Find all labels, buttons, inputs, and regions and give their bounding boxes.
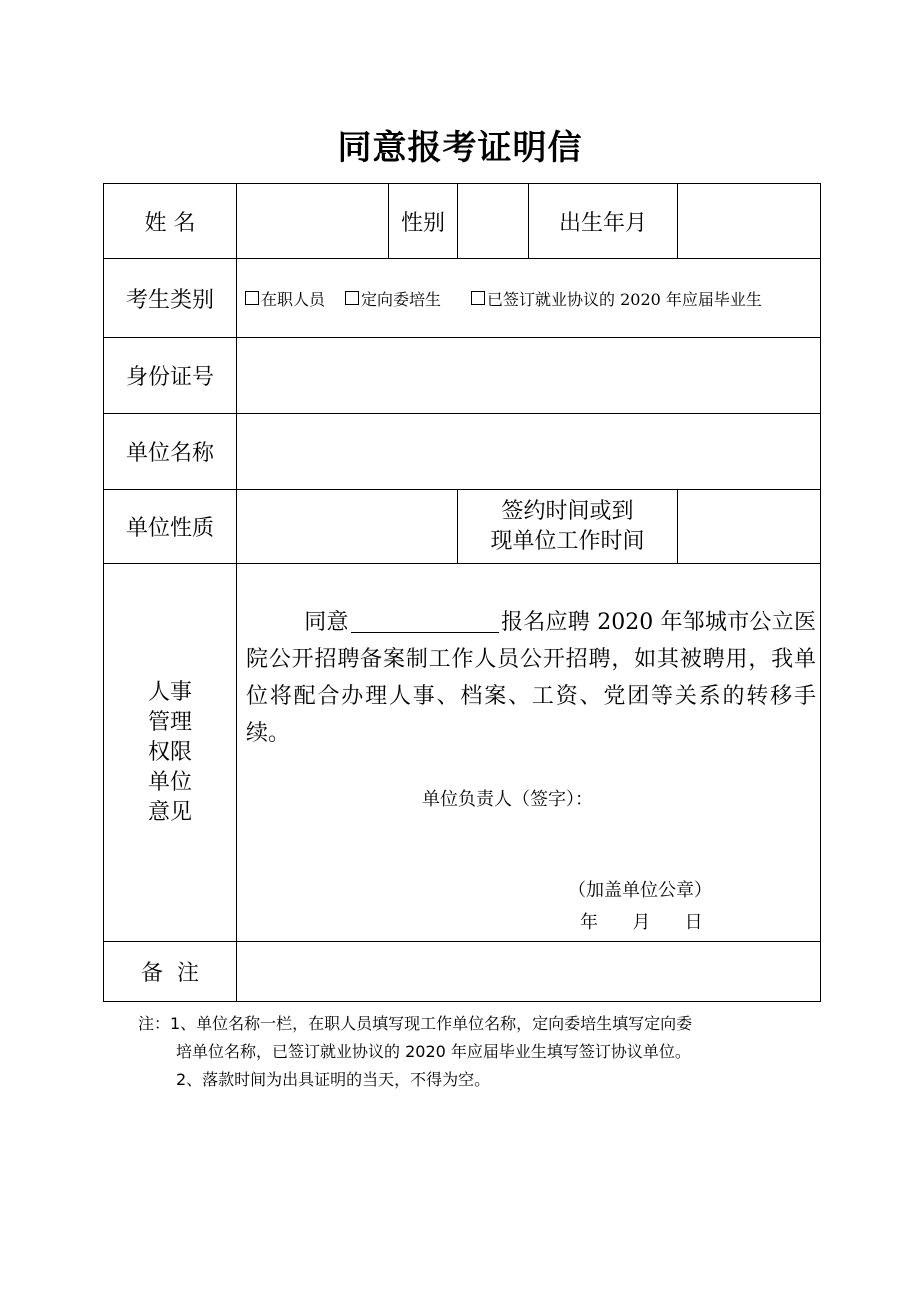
category-options: [245, 259, 820, 337]
date-line: 年 月 日: [580, 912, 703, 933]
seal-line: （加盖单位公章）: [568, 880, 712, 901]
sign-time-field[interactable]: [678, 490, 820, 563]
birth-label: 出生年月: [558, 210, 647, 236]
note-line-3: 2、落款时间为出具证明的当天，不得为空。: [176, 1070, 491, 1089]
footnotes: [138, 1010, 798, 1094]
name-label: 姓 名: [144, 210, 196, 236]
gender-label: 性别: [400, 210, 445, 236]
signer-line: 单位负责人（签字）：: [422, 789, 593, 810]
consent-paragraph: 同意 报名应聘 2020 年邹城市公立医院公开招聘备案制工作人员公开招聘，如其被聘用，我单位将配合办理人事、档案、工资、党团等关系的转移手续。: [246, 610, 816, 746]
birth-field[interactable]: [678, 184, 820, 258]
gender-field[interactable]: [458, 184, 528, 258]
checkbox-icon: [471, 291, 485, 305]
unit-name-field[interactable]: [237, 414, 820, 489]
remarks-label: 备 注: [141, 961, 199, 986]
remarks-field[interactable]: [237, 942, 820, 1001]
candidate-name-blank[interactable]: [351, 610, 499, 633]
document-title: 同意报考证明信: [337, 128, 583, 168]
id-number-label: 身份证号: [125, 365, 214, 390]
unit-nature-label: 单位性质: [125, 516, 214, 541]
category-option-commissioned[interactable]: 定向委培生: [345, 287, 441, 310]
sign-time-label: 签约时间或到 现单位工作时间: [490, 498, 645, 554]
checkbox-icon: [345, 291, 359, 305]
category-option-employed[interactable]: 在职人员: [245, 287, 325, 310]
checkbox-icon: [245, 291, 259, 305]
note-line-1: 注：1、单位名称一栏，在职人员填写现工作单位名称，定向委培生填写定向委: [138, 1014, 693, 1033]
opinion-label: 人事 管理 权限 单位 意见: [147, 679, 192, 825]
category-label: 考生类别: [125, 287, 214, 313]
unit-name-label: 单位名称: [125, 441, 214, 466]
category-option-graduate[interactable]: 已签订就业协议的 2020 年应届毕业生: [471, 287, 762, 310]
note-line-2: 培单位名称，已签订就业协议的 2020 年应届毕业生填写签订协议单位。: [176, 1042, 691, 1061]
unit-nature-field[interactable]: [237, 490, 457, 563]
id-number-field[interactable]: [237, 338, 820, 413]
name-field[interactable]: [237, 184, 388, 258]
